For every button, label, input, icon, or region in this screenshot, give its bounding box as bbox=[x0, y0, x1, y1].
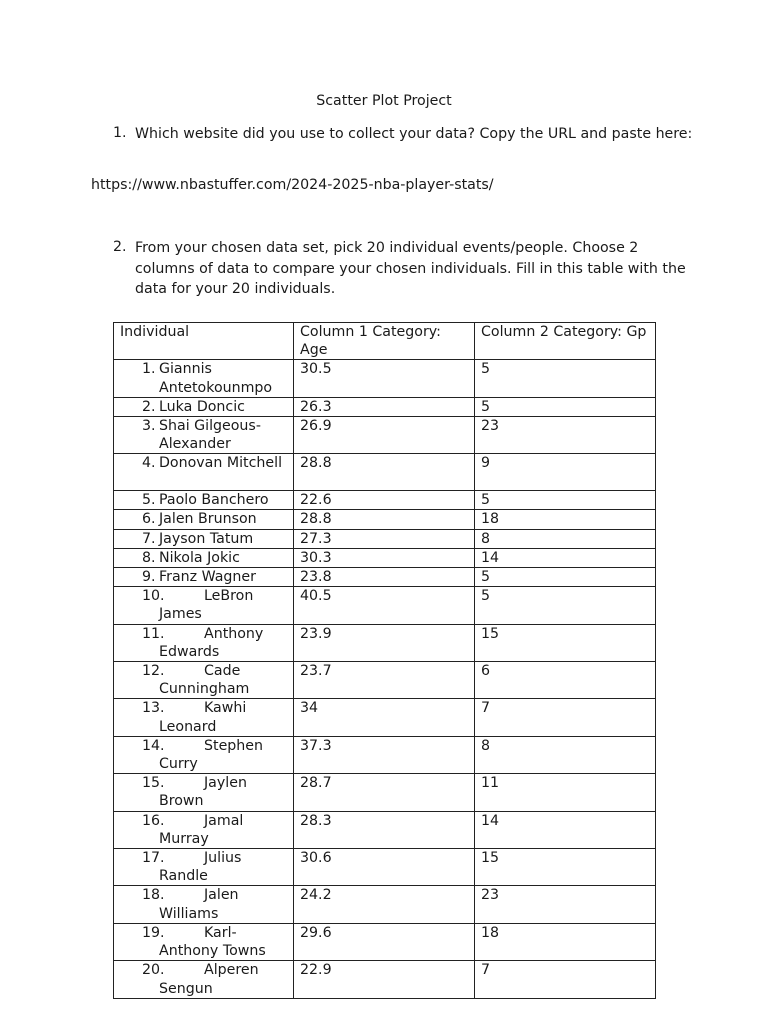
cell-individual bbox=[114, 811, 294, 848]
cell-individual bbox=[114, 548, 294, 567]
cell-gp: 5 bbox=[475, 587, 656, 624]
cell-age: 40.5 bbox=[294, 587, 475, 624]
cell-age: 26.9 bbox=[294, 417, 475, 454]
player-first-name: LeBron bbox=[204, 588, 254, 605]
table-row bbox=[114, 736, 656, 773]
cell-gp: 5 bbox=[475, 491, 656, 510]
cell-age: 29.6 bbox=[294, 923, 475, 960]
cell-age: 28.7 bbox=[294, 774, 475, 811]
player-last-name: Randle bbox=[159, 868, 208, 885]
cell-individual bbox=[114, 699, 294, 736]
table-row bbox=[114, 417, 656, 454]
table-row bbox=[114, 886, 656, 923]
table-row bbox=[114, 360, 656, 397]
row-number: 14. bbox=[142, 737, 165, 754]
row-number: 19. bbox=[142, 924, 165, 941]
row-number: 1. bbox=[142, 361, 156, 378]
player-first-name: Jalen bbox=[204, 887, 239, 904]
cell-gp: 7 bbox=[475, 961, 656, 998]
header-individual: Individual bbox=[114, 323, 294, 360]
cell-gp: 11 bbox=[475, 774, 656, 811]
cell-individual bbox=[114, 417, 294, 454]
cell-individual bbox=[114, 923, 294, 960]
row-number: 9. bbox=[142, 569, 156, 586]
table-row bbox=[114, 510, 656, 529]
player-first-name: Alperen bbox=[204, 962, 259, 979]
cell-gp: 18 bbox=[475, 923, 656, 960]
question-2-text: From your chosen data set, pick 20 individual events/people. Choose 2 columns of data to compare your chosen individuals. Fill in this table with the data for your 20 individuals. bbox=[135, 240, 686, 297]
row-number: 4. bbox=[142, 455, 156, 472]
table-row bbox=[114, 548, 656, 567]
player-last-name: James bbox=[159, 606, 202, 623]
row-number: 17. bbox=[142, 850, 165, 867]
row-number: 8. bbox=[142, 549, 156, 566]
cell-gp: 5 bbox=[475, 397, 656, 416]
player-first-name: Cade bbox=[204, 663, 241, 680]
cell-age: 22.9 bbox=[294, 961, 475, 998]
cell-individual bbox=[114, 886, 294, 923]
player-first-name: Anthony bbox=[204, 625, 264, 642]
cell-age: 23.9 bbox=[294, 624, 475, 661]
player-first-name: Karl- bbox=[204, 924, 237, 941]
table-row bbox=[114, 923, 656, 960]
cell-age: 27.3 bbox=[294, 529, 475, 548]
cell-gp: 23 bbox=[475, 886, 656, 923]
cell-individual bbox=[114, 662, 294, 699]
player-name: Jalen Brunson bbox=[159, 511, 257, 528]
cell-gp: 8 bbox=[475, 529, 656, 548]
cell-age: 23.7 bbox=[294, 662, 475, 699]
player-first-name: Stephen bbox=[204, 737, 264, 754]
player-last-name: Curry bbox=[159, 756, 198, 773]
cell-age: 22.6 bbox=[294, 491, 475, 510]
player-first-name: Jamal bbox=[204, 812, 244, 829]
cell-individual bbox=[114, 568, 294, 587]
player-last-name: Cunningham bbox=[159, 681, 250, 698]
question-1-number: 1. bbox=[113, 125, 127, 141]
cell-individual bbox=[114, 454, 294, 491]
player-last-name: Williams bbox=[159, 905, 219, 922]
player-last-name: Edwards bbox=[159, 643, 220, 660]
cell-age: 23.8 bbox=[294, 568, 475, 587]
player-first-name: Kawhi bbox=[204, 700, 247, 717]
cell-age: 34 bbox=[294, 699, 475, 736]
document-title: Scatter Plot Project bbox=[316, 93, 452, 109]
cell-age: 30.5 bbox=[294, 360, 475, 397]
table-header-row bbox=[114, 323, 656, 360]
row-number: 12. bbox=[142, 663, 165, 680]
player-last-name: Brown bbox=[159, 793, 204, 810]
table-row bbox=[114, 491, 656, 510]
player-first-name: Jaylen bbox=[204, 775, 247, 792]
cell-individual bbox=[114, 587, 294, 624]
player-name: Giannis Antetokounmpo bbox=[159, 361, 273, 396]
cell-individual bbox=[114, 491, 294, 510]
row-number: 20. bbox=[142, 962, 165, 979]
row-number: 11. bbox=[142, 625, 165, 642]
player-first-name: Julius bbox=[204, 850, 242, 867]
row-number: 15. bbox=[142, 775, 165, 792]
cell-individual bbox=[114, 510, 294, 529]
table-row bbox=[114, 587, 656, 624]
player-name: Franz Wagner bbox=[159, 569, 256, 586]
cell-gp: 6 bbox=[475, 662, 656, 699]
question-2-number: 2. bbox=[113, 239, 127, 255]
cell-age: 30.6 bbox=[294, 849, 475, 886]
cell-gp: 5 bbox=[475, 360, 656, 397]
cell-age: 28.8 bbox=[294, 454, 475, 491]
data-table bbox=[113, 322, 656, 999]
table-row bbox=[114, 961, 656, 998]
cell-age: 30.3 bbox=[294, 548, 475, 567]
player-name: Nikola Jokic bbox=[159, 549, 240, 566]
cell-individual bbox=[114, 774, 294, 811]
cell-individual bbox=[114, 624, 294, 661]
table-row bbox=[114, 397, 656, 416]
cell-age: 37.3 bbox=[294, 736, 475, 773]
player-name: Luka Doncic bbox=[159, 398, 245, 415]
header-column-2: Column 2 Category: Gp bbox=[475, 323, 656, 360]
cell-individual bbox=[114, 961, 294, 998]
cell-individual bbox=[114, 360, 294, 397]
player-last-name: Murray bbox=[159, 830, 209, 847]
table-row bbox=[114, 699, 656, 736]
player-last-name: Anthony Towns bbox=[159, 943, 266, 960]
cell-individual bbox=[114, 736, 294, 773]
row-number: 13. bbox=[142, 700, 165, 717]
table-row bbox=[114, 662, 656, 699]
cell-gp: 15 bbox=[475, 624, 656, 661]
row-number: 5. bbox=[142, 492, 156, 509]
table-row bbox=[114, 849, 656, 886]
cell-gp: 5 bbox=[475, 568, 656, 587]
cell-individual bbox=[114, 849, 294, 886]
cell-gp: 18 bbox=[475, 510, 656, 529]
cell-age: 28.3 bbox=[294, 811, 475, 848]
cell-gp: 23 bbox=[475, 417, 656, 454]
player-name: Paolo Banchero bbox=[159, 492, 269, 509]
table-row bbox=[114, 529, 656, 548]
row-number: 6. bbox=[142, 511, 156, 528]
table-row bbox=[114, 811, 656, 848]
player-last-name: Leonard bbox=[159, 718, 217, 735]
player-last-name: Sengun bbox=[159, 980, 213, 997]
row-number: 3. bbox=[142, 418, 156, 435]
cell-individual bbox=[114, 397, 294, 416]
player-name: Shai Gilgeous-Alexander bbox=[159, 418, 261, 453]
row-number: 10. bbox=[142, 588, 165, 605]
table-row bbox=[114, 454, 656, 491]
question-2 bbox=[113, 238, 693, 300]
cell-age: 24.2 bbox=[294, 886, 475, 923]
player-name: Jayson Tatum bbox=[159, 530, 254, 547]
question-1-text: Which website did you use to collect your data? Copy the URL and paste here: bbox=[135, 126, 693, 142]
cell-age: 26.3 bbox=[294, 397, 475, 416]
source-url: https://www.nbastuffer.com/2024-2025-nba-player-stats/ bbox=[91, 177, 494, 193]
cell-individual bbox=[114, 529, 294, 548]
row-number: 16. bbox=[142, 812, 165, 829]
question-1 bbox=[113, 124, 693, 145]
row-number: 2. bbox=[142, 398, 156, 415]
header-column-1: Column 1 Category: Age bbox=[294, 323, 475, 360]
table-row bbox=[114, 568, 656, 587]
table-row bbox=[114, 774, 656, 811]
table-row bbox=[114, 624, 656, 661]
cell-gp: 9 bbox=[475, 454, 656, 491]
cell-gp: 8 bbox=[475, 736, 656, 773]
row-number: 7. bbox=[142, 530, 156, 547]
cell-gp: 7 bbox=[475, 699, 656, 736]
row-number: 18. bbox=[142, 887, 165, 904]
cell-gp: 14 bbox=[475, 548, 656, 567]
cell-gp: 14 bbox=[475, 811, 656, 848]
cell-age: 28.8 bbox=[294, 510, 475, 529]
cell-gp: 15 bbox=[475, 849, 656, 886]
player-name: Donovan Mitchell bbox=[159, 455, 283, 472]
